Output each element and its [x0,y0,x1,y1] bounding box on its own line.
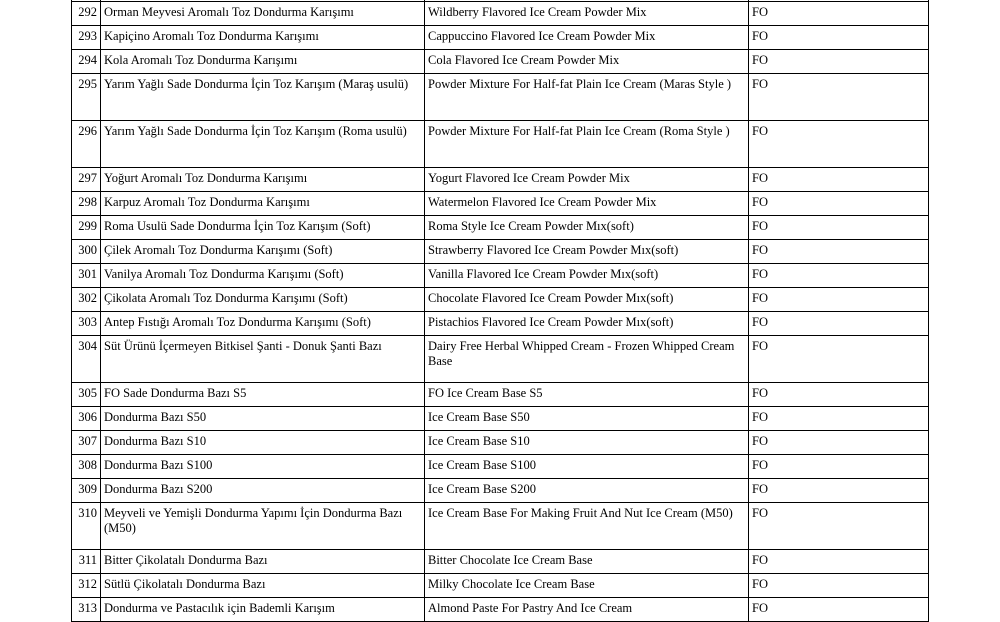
turkish-name-cell: Dondurma Bazı S100 [101,455,425,479]
row-number-cell: 313 [72,598,101,622]
row-number-cell: 294 [72,50,101,74]
turkish-name-cell: Yarım Yağlı Sade Dondurma İçin Toz Karışım (Maraş usulü) [101,74,425,121]
table-row [72,216,929,240]
row-number-cell: 308 [72,455,101,479]
row-number-cell: 311 [72,550,101,574]
row-number-cell: 299 [72,216,101,240]
table-row [72,503,929,550]
english-name-cell: Almond Paste For Pastry And Ice Cream [425,598,749,622]
turkish-name-cell: FO Sade Dondurma Bazı S5 [101,383,425,407]
product-code-cell: FO [749,2,929,26]
english-name-cell: Cappuccino Flavored Ice Cream Powder Mix [425,26,749,50]
english-name-cell: Watermelon Flavored Ice Cream Powder Mix [425,192,749,216]
table-row [72,26,929,50]
product-code-cell: FO [749,574,929,598]
row-number-cell: 303 [72,312,101,336]
english-name-cell: Wildberry Flavored Ice Cream Powder Mix [425,2,749,26]
turkish-name-cell: Kapiçino Aromalı Toz Dondurma Karışımı [101,26,425,50]
english-name-cell: Ice Cream Base S100 [425,455,749,479]
product-code-cell: FO [749,26,929,50]
table-row [72,240,929,264]
product-code-cell: FO [749,121,929,168]
table-row [72,74,929,121]
row-number-cell: 309 [72,479,101,503]
product-code-cell: FO [749,74,929,121]
product-code-cell: FO [749,503,929,550]
table-row [72,50,929,74]
row-number-cell: 292 [72,2,101,26]
table-row [72,264,929,288]
turkish-name-cell: Sütlü Çikolatalı Dondurma Bazı [101,574,425,598]
product-code-cell: FO [749,383,929,407]
product-table [71,0,929,622]
row-number-cell: 297 [72,168,101,192]
row-number-cell: 295 [72,74,101,121]
english-name-cell: Dairy Free Herbal Whipped Cream - Frozen Whipped Cream Base [425,336,749,383]
turkish-name-cell: Antep Fıstığı Aromalı Toz Dondurma Karışımı (Soft) [101,312,425,336]
turkish-name-cell: Orman Meyvesi Aromalı Toz Dondurma Karışımı [101,2,425,26]
product-code-cell: FO [749,288,929,312]
english-name-cell: Chocolate Flavored Ice Cream Powder Mıx(soft) [425,288,749,312]
turkish-name-cell: Yarım Yağlı Sade Dondurma İçin Toz Karışım (Roma usulü) [101,121,425,168]
english-name-cell: Ice Cream Base S200 [425,479,749,503]
row-number-cell: 301 [72,264,101,288]
product-code-cell: FO [749,192,929,216]
table-row [72,598,929,622]
english-name-cell: Strawberry Flavored Ice Cream Powder Mıx(soft) [425,240,749,264]
row-number-cell: 312 [72,574,101,598]
table-row [72,455,929,479]
table-row [72,121,929,168]
table-row [72,431,929,455]
product-code-cell: FO [749,216,929,240]
row-number-cell: 302 [72,288,101,312]
turkish-name-cell: Süt Ürünü İçermeyen Bitkisel Şanti - Donuk Şanti Bazı [101,336,425,383]
row-number-cell: 300 [72,240,101,264]
product-code-cell: FO [749,479,929,503]
table-row [72,407,929,431]
product-code-cell: FO [749,336,929,383]
row-number-cell: 296 [72,121,101,168]
product-code-cell: FO [749,264,929,288]
english-name-cell: Powder Mixture For Half-fat Plain Ice Cream (Roma Style ) [425,121,749,168]
product-code-cell: FO [749,407,929,431]
table-row [72,550,929,574]
turkish-name-cell: Dondurma Bazı S50 [101,407,425,431]
english-name-cell: Vanilla Flavored Ice Cream Powder Mıx(soft) [425,264,749,288]
english-name-cell: Cola Flavored Ice Cream Powder Mix [425,50,749,74]
table-row [72,383,929,407]
english-name-cell: Ice Cream Base For Making Fruit And Nut Ice Cream (M50) [425,503,749,550]
product-code-cell: FO [749,168,929,192]
english-name-cell: FO Ice Cream Base S5 [425,383,749,407]
product-code-cell: FO [749,598,929,622]
row-number-cell: 310 [72,503,101,550]
product-code-cell: FO [749,312,929,336]
product-code-cell: FO [749,550,929,574]
turkish-name-cell: Çilek Aromalı Toz Dondurma Karışımı (Soft) [101,240,425,264]
table-row [72,168,929,192]
turkish-name-cell: Kola Aromalı Toz Dondurma Karışımı [101,50,425,74]
turkish-name-cell: Bitter Çikolatalı Dondurma Bazı [101,550,425,574]
row-number-cell: 304 [72,336,101,383]
turkish-name-cell: Vanilya Aromalı Toz Dondurma Karışımı (Soft) [101,264,425,288]
english-name-cell: Ice Cream Base S50 [425,407,749,431]
product-code-cell: FO [749,240,929,264]
english-name-cell: Pistachios Flavored Ice Cream Powder Mıx(soft) [425,312,749,336]
turkish-name-cell: Dondurma Bazı S200 [101,479,425,503]
english-name-cell: Milky Chocolate Ice Cream Base [425,574,749,598]
row-number-cell: 298 [72,192,101,216]
turkish-name-cell: Roma Usulü Sade Dondurma İçin Toz Karışım (Soft) [101,216,425,240]
row-number-cell: 307 [72,431,101,455]
english-name-cell: Ice Cream Base S10 [425,431,749,455]
row-number-cell: 306 [72,407,101,431]
table-row [72,192,929,216]
table-row [72,288,929,312]
turkish-name-cell: Meyveli ve Yemişli Dondurma Yapımı İçin Dondurma Bazı (M50) [101,503,425,550]
product-code-cell: FO [749,431,929,455]
table-row [72,2,929,26]
turkish-name-cell: Yoğurt Aromalı Toz Dondurma Karışımı [101,168,425,192]
turkish-name-cell: Çikolata Aromalı Toz Dondurma Karışımı (Soft) [101,288,425,312]
turkish-name-cell: Dondurma Bazı S10 [101,431,425,455]
turkish-name-cell: Karpuz Aromalı Toz Dondurma Karışımı [101,192,425,216]
table-row [72,574,929,598]
table-row [72,312,929,336]
table-row [72,479,929,503]
product-code-cell: FO [749,50,929,74]
english-name-cell: Yogurt Flavored Ice Cream Powder Mix [425,168,749,192]
english-name-cell: Roma Style Ice Cream Powder Mıx(soft) [425,216,749,240]
product-code-cell: FO [749,455,929,479]
table-body [72,0,929,622]
row-number-cell: 305 [72,383,101,407]
english-name-cell: Powder Mixture For Half-fat Plain Ice Cream (Maras Style ) [425,74,749,121]
table-row [72,336,929,383]
row-number-cell: 293 [72,26,101,50]
turkish-name-cell: Dondurma ve Pastacılık için Bademli Karışım [101,598,425,622]
english-name-cell: Bitter Chocolate Ice Cream Base [425,550,749,574]
